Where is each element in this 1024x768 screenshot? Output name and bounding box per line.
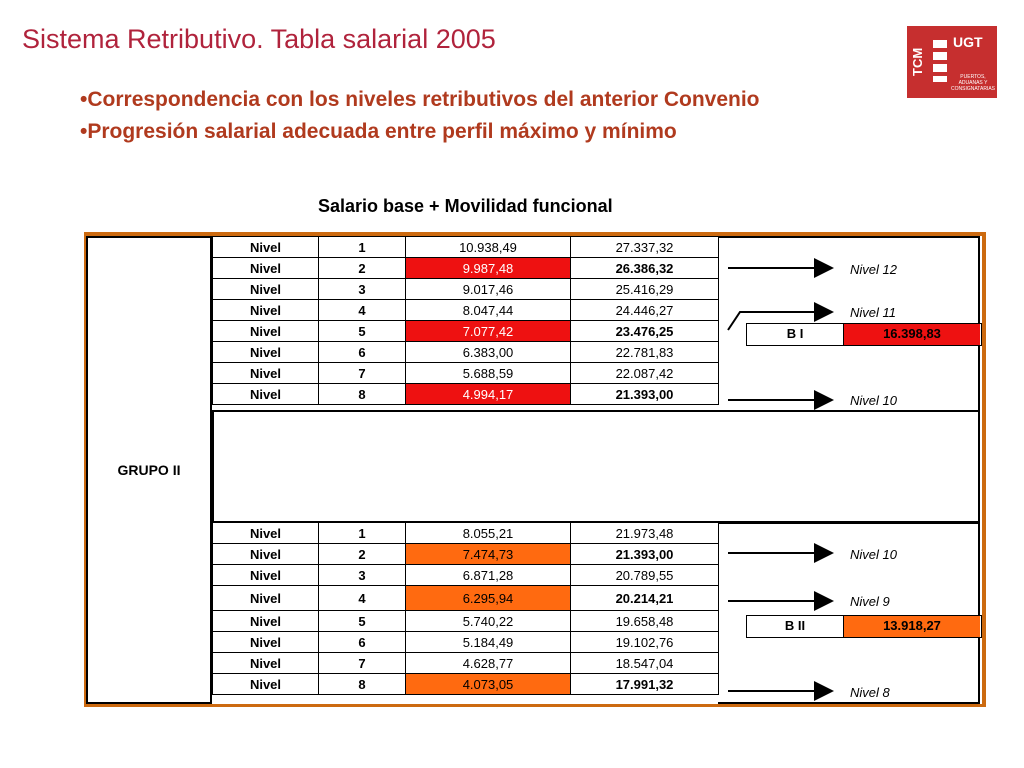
base-salary-cell: 7.077,42 — [406, 321, 571, 342]
total-salary-cell: 23.476,25 — [571, 321, 719, 342]
table-row — [213, 632, 719, 653]
base-salary-cell: 8.055,21 — [406, 523, 571, 544]
row-label-cell: Nivel — [213, 611, 319, 632]
table-row — [213, 384, 719, 405]
base-salary-cell: 6.383,00 — [406, 342, 571, 363]
group-label: GRUPO II — [86, 236, 212, 704]
level-number-cell: 4 — [319, 300, 406, 321]
bi-label: B I — [786, 326, 804, 341]
base-salary-cell: 6.295,94 — [406, 586, 571, 611]
label-nivel8: Nivel 8 — [850, 685, 890, 700]
base-salary-cell: 5.688,59 — [406, 363, 571, 384]
table-row — [213, 653, 719, 674]
bullet-progresion: •Progresión salarial adecuada entre perfil máximo y mínimo — [80, 120, 677, 143]
label-nivel10-lower: Nivel 10 — [850, 547, 897, 562]
total-salary-cell: 21.393,00 — [571, 384, 719, 405]
row-label-cell: Nivel — [213, 523, 319, 544]
level-number-cell: 5 — [319, 321, 406, 342]
bii-box — [746, 615, 982, 638]
row-label-cell: Nivel — [213, 300, 319, 321]
level-number-cell: 7 — [319, 653, 406, 674]
total-salary-cell: 27.337,32 — [571, 237, 719, 258]
label-nivel11: Nivel 11 — [850, 305, 897, 320]
base-salary-cell: 4.628,77 — [406, 653, 571, 674]
total-salary-cell: 17.991,32 — [571, 674, 719, 695]
base-salary-cell: 9.987,48 — [406, 258, 571, 279]
table-row — [213, 321, 719, 342]
total-salary-cell: 20.789,55 — [571, 565, 719, 586]
table-row — [213, 544, 719, 565]
level-number-cell: 5 — [319, 611, 406, 632]
bi-value: 16.398,83 — [843, 324, 980, 345]
level-number-cell: 1 — [319, 237, 406, 258]
total-salary-cell: 22.087,42 — [571, 363, 719, 384]
level-number-cell: 3 — [319, 565, 406, 586]
logo-mark-icon — [931, 36, 951, 86]
base-salary-cell: 5.184,49 — [406, 632, 571, 653]
logo-ugt-text: UGT — [953, 34, 983, 50]
bii-label: B II — [784, 618, 806, 633]
total-salary-cell: 20.214,21 — [571, 586, 719, 611]
row-label-cell: Nivel — [213, 279, 319, 300]
base-salary-cell: 5.740,22 — [406, 611, 571, 632]
level-number-cell: 2 — [319, 258, 406, 279]
base-salary-cell: 7.474,73 — [406, 544, 571, 565]
table-row — [213, 611, 719, 632]
row-label-cell: Nivel — [213, 653, 319, 674]
base-salary-cell: 10.938,49 — [406, 237, 571, 258]
bi-box — [746, 323, 982, 346]
row-label-cell: Nivel — [213, 586, 319, 611]
table-row — [213, 300, 719, 321]
row-label-cell: Nivel — [213, 237, 319, 258]
row-label-cell: Nivel — [213, 363, 319, 384]
annotation-box-lower — [718, 522, 980, 704]
salary-table-upper — [212, 236, 719, 405]
table-row — [213, 565, 719, 586]
total-salary-cell: 26.386,32 — [571, 258, 719, 279]
table-row — [213, 586, 719, 611]
table-row — [213, 237, 719, 258]
label-nivel12: Nivel 12 — [850, 262, 897, 277]
level-number-cell: 7 — [319, 363, 406, 384]
row-label-cell: Nivel — [213, 632, 319, 653]
tcm-ugt-logo — [907, 26, 997, 98]
level-number-cell: 1 — [319, 523, 406, 544]
bullet-correspondencia: •Correspondencia con los niveles retributivos del anterior Convenio — [80, 88, 760, 111]
table-row — [213, 674, 719, 695]
level-number-cell: 4 — [319, 586, 406, 611]
base-salary-cell: 6.871,28 — [406, 565, 571, 586]
row-label-cell: Nivel — [213, 384, 319, 405]
table-title: Salario base + Movilidad funcional — [318, 196, 613, 216]
level-number-cell: 6 — [319, 342, 406, 363]
base-salary-cell: 8.047,44 — [406, 300, 571, 321]
total-salary-cell: 19.102,76 — [571, 632, 719, 653]
label-nivel9: Nivel 9 — [850, 594, 890, 609]
row-label-cell: Nivel — [213, 565, 319, 586]
total-salary-cell: 25.416,29 — [571, 279, 719, 300]
row-label-cell: Nivel — [213, 258, 319, 279]
row-label-cell: Nivel — [213, 544, 319, 565]
table-row — [213, 523, 719, 544]
level-number-cell: 8 — [319, 674, 406, 695]
level-number-cell: 3 — [319, 279, 406, 300]
total-salary-cell: 21.973,48 — [571, 523, 719, 544]
level-number-cell: 6 — [319, 632, 406, 653]
salary-table-lower — [212, 522, 719, 695]
base-salary-cell: 9.017,46 — [406, 279, 571, 300]
total-salary-cell: 21.393,00 — [571, 544, 719, 565]
row-label-cell: Nivel — [213, 321, 319, 342]
table-spacer — [212, 410, 980, 523]
table-row — [213, 258, 719, 279]
base-salary-cell: 4.994,17 — [406, 384, 571, 405]
slide-title: Sistema Retributivo. Tabla salarial 2005 — [22, 24, 496, 54]
table-row — [213, 363, 719, 384]
bii-value: 13.918,27 — [843, 616, 980, 637]
level-number-cell: 8 — [319, 384, 406, 405]
base-salary-cell: 4.073,05 — [406, 674, 571, 695]
logo-tcm-text: TCM — [910, 47, 925, 77]
logo-subtitle: PUERTOS, ADUANAS Y CONSIGNATARIAS — [951, 74, 995, 92]
label-nivel10-upper: Nivel 10 — [850, 393, 897, 408]
total-salary-cell: 22.781,83 — [571, 342, 719, 363]
total-salary-cell: 18.547,04 — [571, 653, 719, 674]
table-row — [213, 279, 719, 300]
total-salary-cell: 24.446,27 — [571, 300, 719, 321]
table-row — [213, 342, 719, 363]
total-salary-cell: 19.658,48 — [571, 611, 719, 632]
row-label-cell: Nivel — [213, 342, 319, 363]
row-label-cell: Nivel — [213, 674, 319, 695]
level-number-cell: 2 — [319, 544, 406, 565]
